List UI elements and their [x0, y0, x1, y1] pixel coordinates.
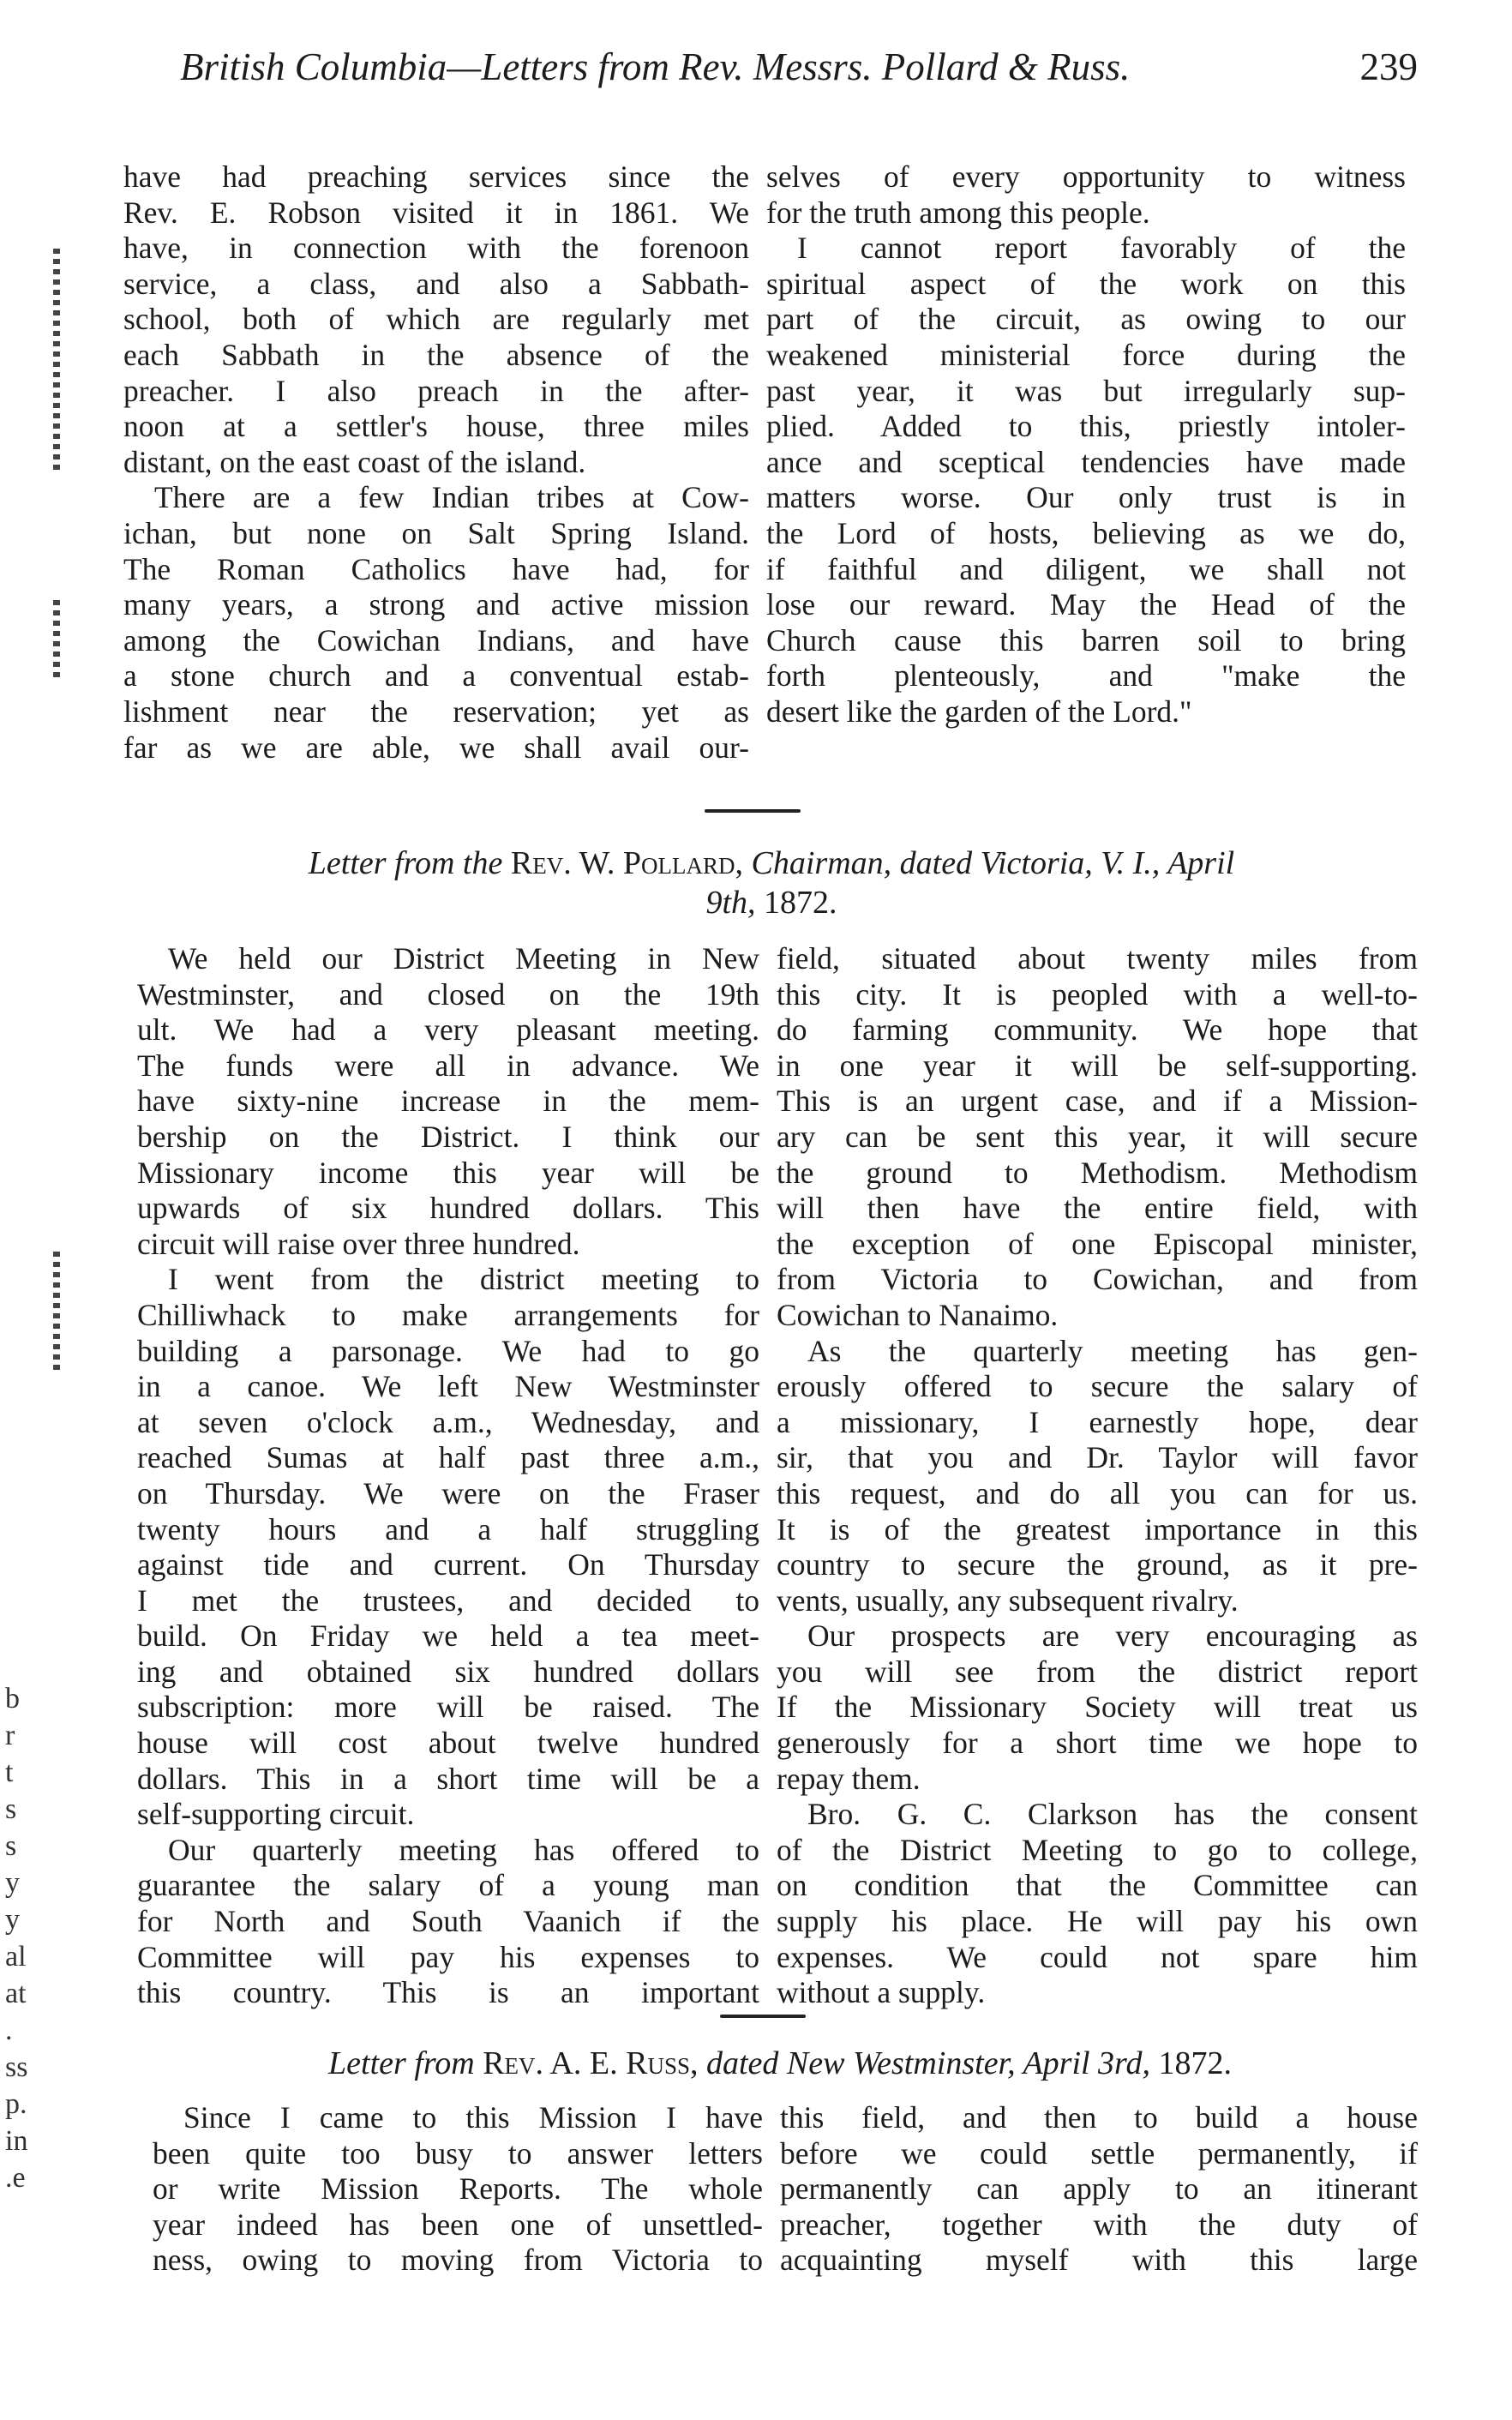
text-line: repay them. [777, 1761, 921, 1796]
letter2-heading-prefix: Letter from [328, 2045, 475, 2081]
text-line: We held our District Meeting in New [168, 941, 759, 976]
margin-fragment: s [5, 1793, 17, 1825]
section-divider [705, 809, 801, 813]
text-line: Our quarterly meeting has offered to [168, 1832, 759, 1867]
letter2-heading-year: 1872. [1158, 2045, 1232, 2081]
margin-fragment: r [5, 1720, 15, 1751]
text-line: Rev. E. Robson visited it in 1861. We [123, 195, 749, 230]
text-line: Missionary income this year will be [137, 1155, 759, 1190]
text-line: I met the trustees, and decided to [137, 1582, 759, 1618]
text-line: the ground to Methodism. Methodism [777, 1155, 1418, 1190]
text-line: upwards of six hundred dollars. This [137, 1191, 759, 1226]
text-line: sir, that you and Dr. Taylor will favor [777, 1440, 1418, 1475]
text-line: ichan, but none on Salt Spring Island. [123, 515, 749, 550]
margin-fragment: y [5, 1867, 20, 1899]
text-line: permanently can apply to an itinerant [780, 2171, 1418, 2207]
text-line: I went from the district meeting to [168, 1262, 759, 1297]
letter1-heading [137, 844, 1406, 922]
text-line: country to secure the ground, as it pre- [777, 1547, 1418, 1582]
text-line: school, both of which are regularly met [123, 302, 749, 337]
running-head-title: British Columbia—Letters from Rev. Messrs. Pollard & Russ. [180, 45, 1131, 88]
text-line: will then have the entire field, with [777, 1191, 1418, 1226]
text-line: matters worse. Our only trust is in [766, 480, 1406, 515]
text-line: expenses. We could not spare him [777, 1939, 1418, 1974]
letter1-heading-prefix: Letter from the [308, 845, 503, 881]
text-line: for North and South Vaanich if the [137, 1904, 759, 1939]
text-line: have, in connection with the forenoon [123, 231, 749, 266]
text-line: erously offered to secure the salary of [777, 1369, 1418, 1404]
margin-fragment: al [5, 1941, 27, 1973]
text-line: Since I came to this Mission I have [183, 2100, 763, 2135]
text-line: The funds were all in advance. We [137, 1048, 759, 1083]
text-line: of the District Meeting to go to college, [777, 1832, 1418, 1867]
text-line: subscription: more will be raised. The [137, 1690, 759, 1725]
text-line: each Sabbath in the absence of the [123, 337, 749, 372]
section1-left-column [123, 159, 749, 766]
text-line: Cowichan to Nanaimo. [777, 1297, 1059, 1332]
section2-left-column [137, 941, 759, 2011]
text-line: preacher, together with the duty of [780, 2207, 1418, 2242]
margin-fragment: y [5, 1904, 20, 1936]
letter1-heading-place: Chairman, dated Victoria, V. I., April [751, 845, 1235, 881]
text-line: before we could settle permanently, if [780, 2135, 1418, 2171]
text-line: guarantee the salary of a young man [137, 1868, 759, 1903]
margin-fragment: .e [5, 2162, 26, 2194]
text-line: ult. We had a very pleasant meeting. [137, 1012, 759, 1048]
text-line: year indeed has been one of unsettled- [153, 2207, 763, 2242]
margin-ticks [53, 600, 60, 677]
text-line: ness, owing to moving from Victoria to [153, 2243, 763, 2278]
text-line: build. On Friday we held a tea meet- [137, 1618, 759, 1654]
text-line: Bro. G. C. Clarkson has the consent [807, 1797, 1418, 1832]
text-line: been quite too busy to answer letters [153, 2135, 763, 2171]
margin-ticks [53, 1252, 60, 1372]
text-line: do farming community. We hope that [777, 1012, 1418, 1048]
text-line: weakened ministerial force during the [766, 337, 1406, 372]
margin-fragment: ss [5, 2051, 28, 2083]
text-line: noon at a settler's house, three miles [123, 409, 749, 444]
letter2-heading-author: Rev. A. E. Russ, [483, 2045, 699, 2081]
text-line: The Roman Catholics have had, for [123, 551, 749, 586]
text-line: bership on the District. I think our [137, 1119, 759, 1154]
text-line: house will cost about twelve hundred [137, 1726, 759, 1761]
text-line: part of the circuit, as owing to our [766, 302, 1406, 337]
text-line: if faithful and diligent, we shall not [766, 551, 1406, 586]
running-head [180, 45, 1418, 89]
section3-right-column [780, 2100, 1418, 2279]
text-line: field, situated about twenty miles from [777, 941, 1418, 976]
text-line: lose our reward. May the Head of the [766, 587, 1406, 622]
text-line: As the quarterly meeting has gen- [807, 1333, 1418, 1368]
text-line: without a supply. [777, 1975, 986, 2010]
text-line: a stone church and a conventual estab- [123, 658, 749, 694]
text-line: distant, on the east coast of the island. [123, 444, 586, 479]
text-line: at seven o'clock a.m., Wednesday, and [137, 1404, 759, 1439]
text-line: far as we are able, we shall avail our- [123, 730, 749, 765]
margin-fragment: t [5, 1756, 14, 1788]
text-line: It is of the greatest importance in this [777, 1511, 1418, 1546]
letter1-heading-day: 9th, [705, 885, 756, 921]
margin-fragment: b [5, 1683, 20, 1714]
text-line: twenty hours and a half struggling [137, 1511, 759, 1546]
text-line: preacher. I also preach in the after- [123, 373, 749, 408]
page-number: 239 [1359, 45, 1418, 88]
text-line: Our prospects are very encouraging as [807, 1618, 1418, 1654]
text-line: circuit will raise over three hundred. [137, 1226, 580, 1261]
text-line: spiritual aspect of the work on this [766, 266, 1406, 301]
section1-right-column [766, 159, 1406, 730]
text-line: the Lord of hosts, believing as we do, [766, 515, 1406, 550]
section2-right-column [777, 941, 1418, 2011]
text-line: ary can be sent this year, it will secure [777, 1119, 1418, 1154]
text-line: This is an urgent case, and if a Mission- [777, 1084, 1418, 1119]
margin-fragment: in [5, 2125, 28, 2157]
text-line: a missionary, I earnestly hope, dear [777, 1404, 1418, 1439]
margin-fragments [5, 1680, 57, 2196]
text-line: you will see from the district report [777, 1654, 1418, 1689]
text-line: vents, usually, any subsequent rivalry. [777, 1582, 1239, 1618]
text-line: this country. This is an important [137, 1975, 759, 2010]
margin-fragment: s [5, 1830, 17, 1862]
letter1-heading-year: 1872. [764, 885, 837, 921]
text-line: building a parsonage. We had to go [137, 1333, 759, 1368]
text-line: forth plenteously, and "make the [766, 658, 1406, 694]
section-divider [720, 2015, 806, 2018]
text-line: I cannot report favorably of the [797, 231, 1406, 266]
text-line: service, a class, and also a Sabbath- [123, 266, 749, 301]
text-line: have sixty-nine increase in the mem- [137, 1084, 759, 1119]
section3-left-column [153, 2100, 763, 2279]
text-line: ance and sceptical tendencies have made [766, 444, 1406, 479]
text-line: desert like the garden of the Lord." [766, 694, 1192, 729]
text-line: plied. Added to this, priestly intoler- [766, 409, 1406, 444]
text-line: many years, a strong and active mission [123, 587, 749, 622]
text-line: Committee will pay his expenses to [137, 1939, 759, 1974]
text-line: on condition that the Committee can [777, 1868, 1418, 1903]
text-line: There are a few Indian tribes at Cow- [154, 480, 749, 515]
text-line: Chilliwhack to make arrangements for [137, 1297, 759, 1332]
text-line: If the Missionary Society will treat us [777, 1690, 1418, 1725]
text-line: acquainting myself with this large [780, 2243, 1418, 2278]
text-line: on Thursday. We were on the Fraser [137, 1475, 759, 1510]
margin-ticks [53, 249, 60, 471]
text-line: reached Sumas at half past three a.m., [137, 1440, 759, 1475]
letter2-heading-place: dated New Westminster, April 3rd, [705, 2045, 1150, 2081]
text-line: self-supporting circuit. [137, 1797, 415, 1832]
text-line: or write Mission Reports. The whole [153, 2171, 763, 2207]
text-line: lishment near the reservation; yet as [123, 694, 749, 729]
text-line: from Victoria to Cowichan, and from [777, 1262, 1418, 1297]
margin-fragment: p. [5, 2088, 27, 2120]
text-line: against tide and current. On Thursday [137, 1547, 759, 1582]
text-line: past year, it was but irregularly sup- [766, 373, 1406, 408]
text-line: in one year it will be self-supporting. [777, 1048, 1418, 1083]
text-line: this city. It is peopled with a well-to- [777, 976, 1418, 1012]
text-line: selves of every opportunity to witness [766, 159, 1406, 194]
text-line: generously for a short time we hope to [777, 1726, 1418, 1761]
text-line: have had preaching services since the [123, 159, 749, 194]
text-line: this field, and then to build a house [780, 2100, 1418, 2135]
text-line: for the truth among this people. [766, 195, 1150, 230]
text-line: Church cause this barren soil to bring [766, 622, 1406, 658]
letter2-heading [146, 2044, 1414, 2083]
text-line: in a canoe. We left New Westminster [137, 1369, 759, 1404]
text-line: Westminster, and closed on the 19th [137, 976, 759, 1012]
text-line: this request, and do all you can for us. [777, 1475, 1418, 1510]
margin-fragment: . [5, 2015, 13, 2046]
text-line: among the Cowichan Indians, and have [123, 622, 749, 658]
text-line: dollars. This in a short time will be a [137, 1761, 759, 1796]
margin-fragment: at [5, 1978, 27, 2009]
letter1-heading-author: Rev. W. Pollard, [510, 845, 744, 881]
text-line: ing and obtained six hundred dollars [137, 1654, 759, 1689]
text-line: supply his place. He will pay his own [777, 1904, 1418, 1939]
text-line: the exception of one Episcopal minister, [777, 1226, 1418, 1261]
